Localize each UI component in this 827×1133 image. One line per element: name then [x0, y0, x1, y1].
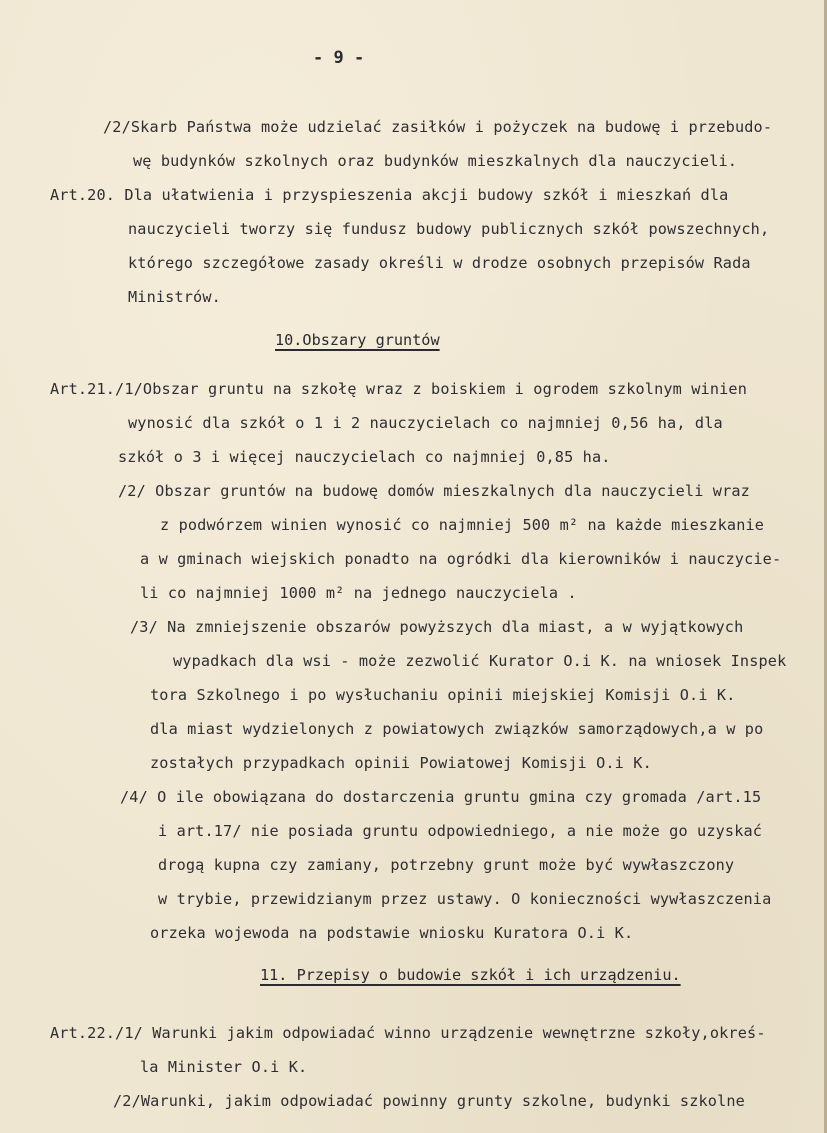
text-line: wę budynków szkolnych oraz budynków mieszkalnych dla nauczycieli. — [133, 152, 738, 170]
text-line: Art.21./1/Obszar gruntu na szkołę wraz z boiskiem i ogrodem szkolnym winien — [50, 380, 748, 398]
text-line: /2/Skarb Państwa może udzielać zasiłków i pożyczek na budowę i przebudo- — [103, 118, 773, 136]
text-line: wynosić dla szkół o 1 i 2 nauczycielach co najmniej 0,56 ha, dla — [128, 414, 723, 432]
text-line: szkół o 3 i więcej nauczycielach co najmniej 0,85 ha. — [118, 448, 611, 466]
text-line: /2/Warunki, jakim odpowiadać powinny grunty szkolne, budynki szkolne — [113, 1092, 745, 1110]
text-line: a w gminach wiejskich ponadto na ogródki dla kierowników i nauczycie- — [140, 550, 782, 568]
text-line: drogą kupna czy zamiany, potrzebny grunt może być wywłaszczony — [158, 856, 735, 874]
text-line: orzeka wojewoda na podstawie wniosku Kuratora O.i K. — [150, 924, 634, 942]
text-line: którego szczegółowe zasady określi w drodze osobnych przepisów Rada — [128, 254, 751, 272]
text-line: dla miast wydzielonych z powiatowych związków samorządowych,a w po — [150, 720, 764, 738]
text-line: z podwórzem winien wynosić co najmniej 500 m² na każde mieszkanie — [160, 516, 765, 534]
text-line: zostałych przypadkach opinii Powiatowej Komisji O.i K. — [150, 754, 652, 772]
page-number: - 9 - — [313, 48, 365, 68]
text-line: Art.20. Dla ułatwienia i przyspieszenia akcji budowy szkół i mieszkań dla — [50, 186, 729, 204]
text-line: li co najmniej 1000 m² na jednego nauczyciela . — [140, 584, 577, 602]
text-line: wypadkach dla wsi - może zezwolić Kurator O.i K. na wniosek Inspek — [173, 652, 787, 670]
text-line: nauczycieli tworzy się fundusz budowy publicznych szkół powszechnych, — [128, 220, 770, 238]
text-line: i art.17/ nie posiada gruntu odpowiedniego, a nie może go uzyskać — [158, 822, 763, 840]
text-line: Ministrów. — [128, 288, 221, 306]
text-line: /2/ Obszar gruntów na budowę domów mieszkalnych dla nauczycieli wraz — [118, 482, 750, 500]
text-line: w trybie, przewidzianym przez ustawy. O konieczności wywłaszczenia — [158, 890, 772, 908]
text-line: tora Szkolnego i po wysłuchaniu opinii miejskiej Komisji O.i K. — [150, 686, 736, 704]
text-line: la Minister O.i K. — [140, 1058, 308, 1076]
section-heading: 10.Obszary gruntów — [275, 331, 440, 349]
text-line: /4/ O ile obowiązana do dostarczenia gruntu gmina czy gromada /art.15 — [120, 788, 762, 806]
section-heading: 11. Przepisy o budowie szkół i ich urządzeniu. — [260, 966, 681, 984]
text-line: Art.22./1/ Warunki jakim odpowiadać winno urządzenie wewnętrzne szkoły,okreś- — [50, 1024, 766, 1042]
text-line: /3/ Na zmniejszenie obszarów powyższych dla miast, a w wyjątkowych — [130, 618, 744, 636]
